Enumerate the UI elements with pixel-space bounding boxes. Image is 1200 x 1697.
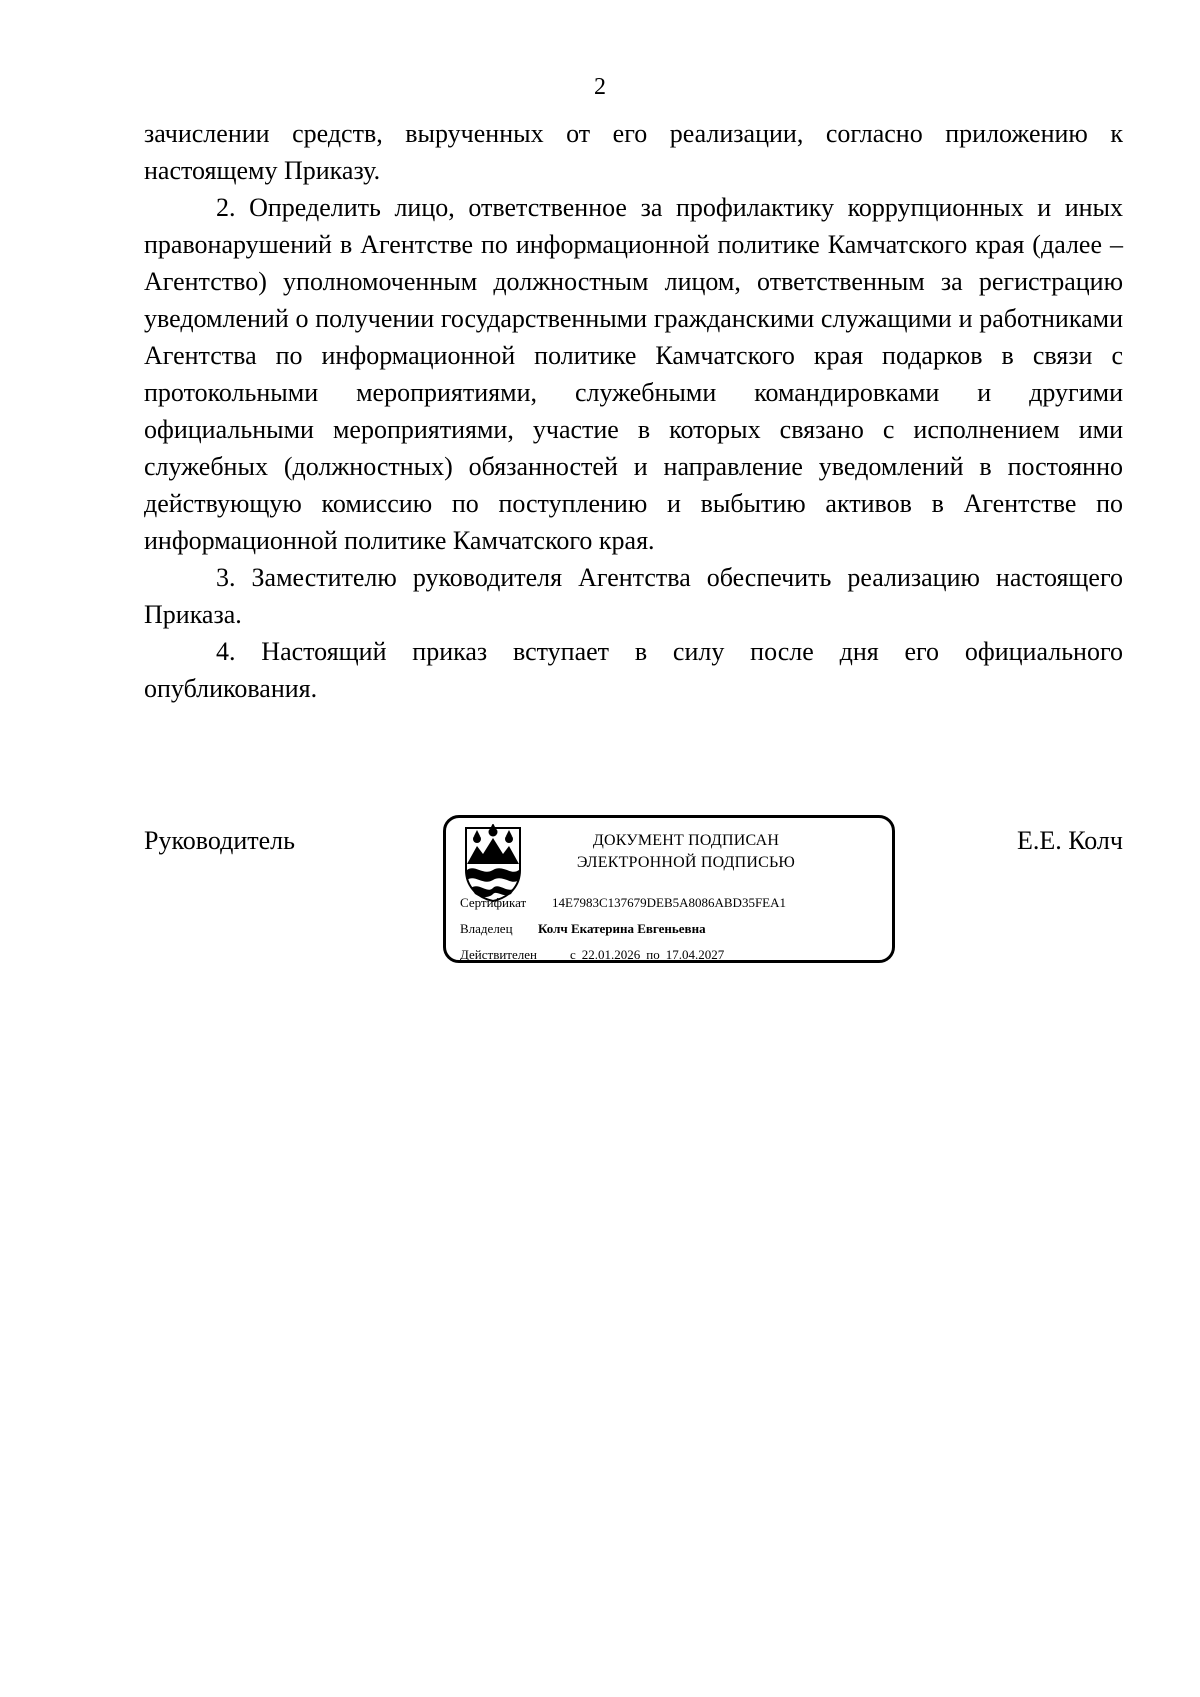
validity-to-date: 17.04.2027: [665, 947, 725, 962]
stamp-title-line1: ДОКУМЕНТ ПОДПИСАН: [592, 832, 780, 849]
document-body: [144, 115, 1123, 707]
validity-from-date: 22.01.2026: [581, 947, 641, 962]
certificate-label: Сертификат: [460, 895, 527, 910]
paragraph-item-4: 4. Настоящий приказ вступает в силу после дня его официального опубликования.: [144, 637, 1123, 703]
paragraph-item-2: 2. Определить лицо, ответственное за профилактику коррупционных и иных правонарушений в Агентстве по информационной политике Камчатского края (далее – Агентство) уполномоченным должностным лицом, ответственным за регистрацию уведомлений о получении государственными гражданскими служащими и работниками Агентства по информационной политике Камчатского края подарков в связи с протокольными мероприятиями, служебными командировками и другими официальными мероприятиями, участие в которых связано с исполнением ими служебных (должностных) обязанностей и направление уведомлений в постоянно действующую комиссию по поступлению и выбытию активов в Агентстве по информационной политике Камчатского края.: [144, 193, 1123, 555]
stamp-title-line2: ЭЛЕКТРОННОЙ ПОДПИСЬЮ: [576, 854, 796, 871]
paragraph-item-3: 3. Заместителю руководителя Агентства обеспечить реализацию настоящего Приказа.: [144, 563, 1123, 629]
owner-label: Владелец: [460, 921, 513, 936]
page-number: 2: [594, 74, 606, 100]
signature-block: [144, 810, 1123, 980]
stamp-certificate-row: [460, 894, 786, 912]
validity-from-prefix: с: [570, 947, 576, 962]
signatory-position: Руководитель: [144, 826, 295, 855]
kamchatka-coat-of-arms-icon: [463, 824, 523, 902]
validity-label: Действителен: [460, 947, 537, 962]
stamp-validity-row: [460, 946, 724, 964]
stamp-title: [536, 830, 836, 874]
certificate-value: 14E7983C137679DEB5A8086ABD35FEA1: [552, 895, 787, 910]
signatory-name: Е.Е. Колч: [1016, 826, 1123, 855]
paragraph-continuation: зачислении средств, вырученных от его реализации, согласно приложению к настоящему Приказу.: [144, 119, 1123, 185]
validity-to-prefix: по: [646, 947, 660, 962]
stamp-owner-row: [460, 920, 706, 938]
electronic-signature-stamp: [443, 815, 895, 963]
owner-value: Колч Екатерина Евгеньевна: [538, 921, 706, 936]
